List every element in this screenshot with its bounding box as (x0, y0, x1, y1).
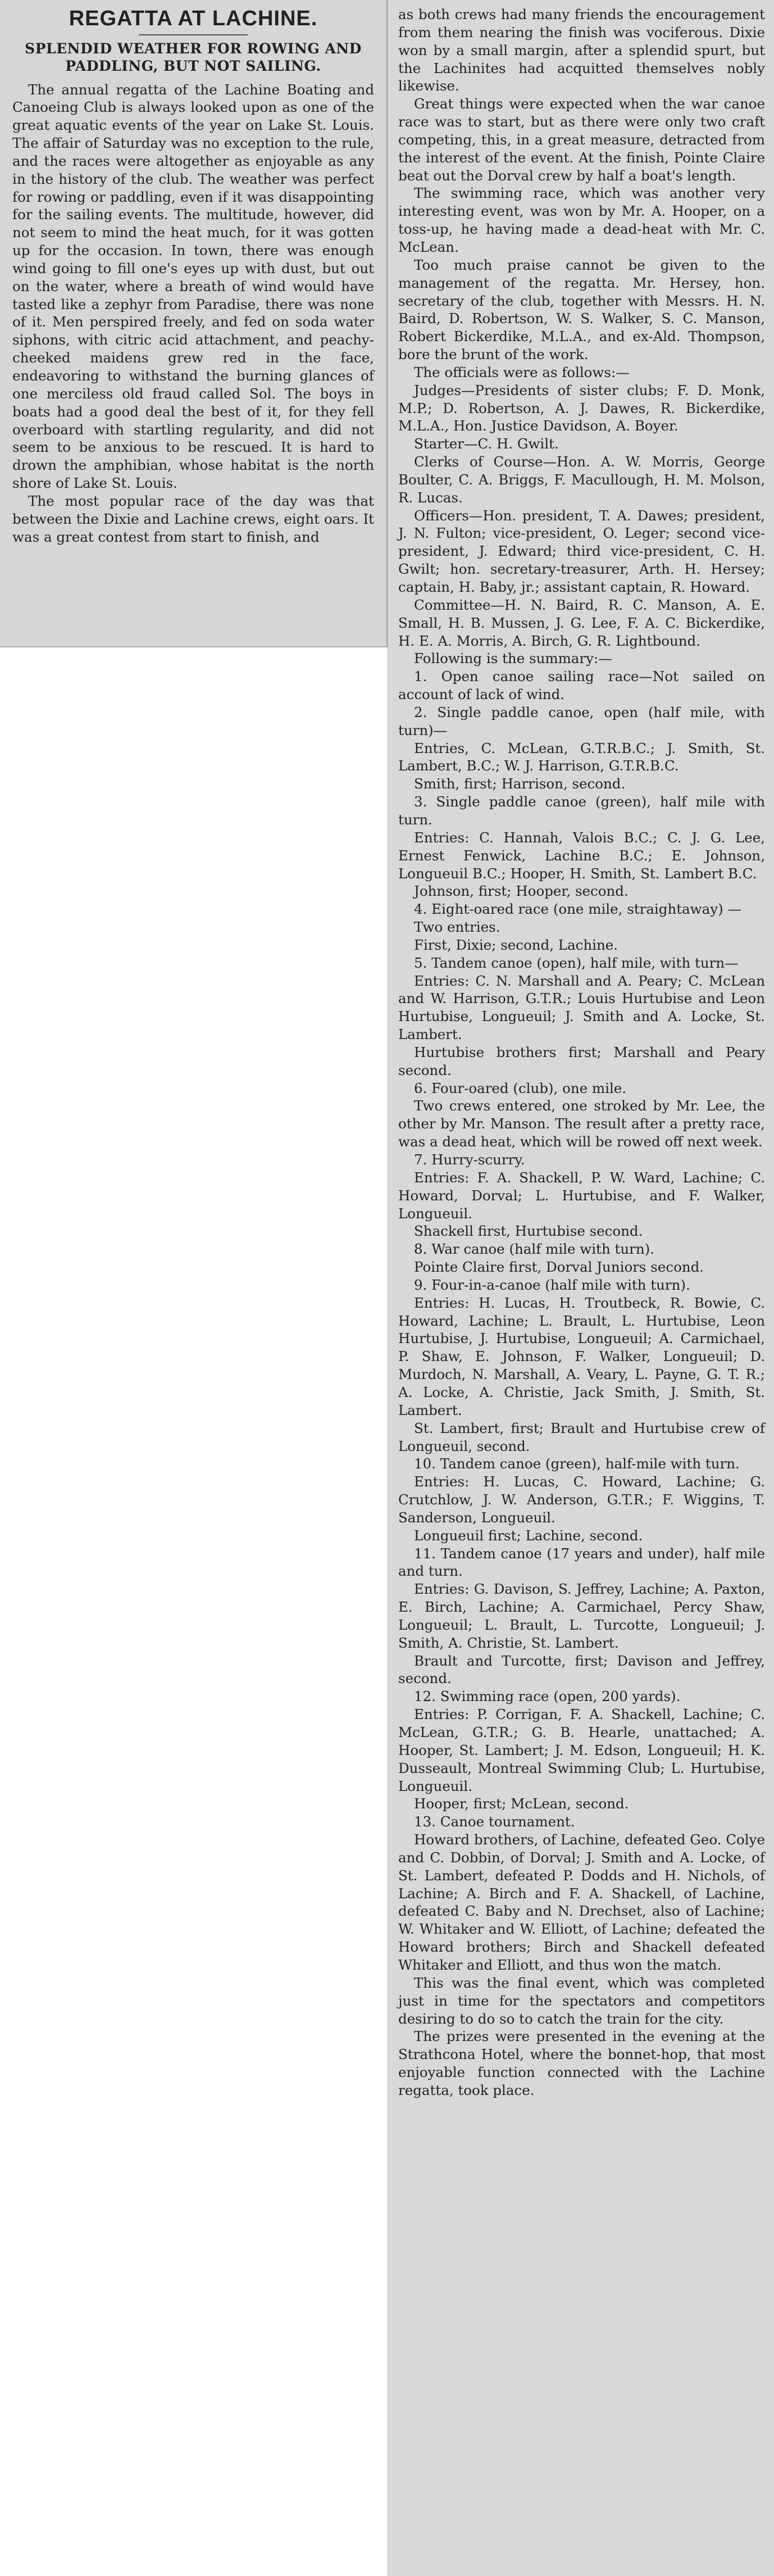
article-paragraph: Entries: C. Hannah, Valois B.C.; C. J. G. Lee, Ernest Fenwick, Lachine B.C.; E. Johnson, Longueuil B.C.; Hooper, H. Smith, St. Lambert B.C. (398, 829, 765, 882)
article-column-right (388, 0, 774, 2576)
article-paragraph: as both crews had many friends the encouragement from them nearing the finish was vociferous. Dixie won by a small margin, after a splendid spurt, but the Lachinites had acquitted themselves nobly likewise. (398, 6, 765, 94)
article-subhead: SPLENDID WEATHER FOR ROWING AND PADDLING, BUT NOT SAILING. (25, 40, 362, 75)
article-paragraph: The swimming race, which was another very interesting event, was won by Mr. A. Hooper, on a toss-up, he having made a dead-heat with Mr. C. McLean. (398, 185, 765, 255)
article-paragraph: Entries: P. Corrigan, F. A. Shackell, Lachine; C. McLean, G.T.R.; G. B. Hearle, unattached; A. Hooper, St. Lambert; J. M. Edson, Longueuil; H. K. Dusseault, Montreal Swimming Club; L. Hurtubise, Longueuil. (398, 1706, 765, 1794)
article-paragraph: 12. Swimming race (open, 200 yards). (414, 1688, 681, 1705)
article-paragraph: The most popular race of the day was that between the Dixie and Lachine crews, eight oars. It was a great contest from start to finish, and (12, 492, 374, 545)
article-paragraph: Officers—Hon. president, T. A. Dawes; president, J. N. Fulton; vice-president, O. Leger; second vice-president, J. Edward; third vice-president, C. H. Gwilt; hon. secretary-treasurer, Arth. H. Hersey; captain, H. Baby, jr.; assistant captain, R. Howard. (398, 507, 765, 595)
article-paragraph: Great things were expected when the war canoe race was to start, but as there were only two craft competing, this, in a great measure, detracted from the interest of the event. At the finish, Pointe Claire beat out the Dorval crew by half a boat's length. (398, 96, 765, 184)
article-paragraph: Two entries. (414, 919, 500, 936)
article-paragraph: 6. Four-oared (club), one mile. (414, 1080, 627, 1096)
article-column-left (0, 0, 388, 647)
article-paragraph: 5. Tandem canoe (open), half mile, with turn— (414, 954, 739, 971)
article-paragraph: 3. Single paddle canoe (green), half mile with turn. (398, 793, 765, 828)
article-paragraph: Entries, C. McLean, G.T.R.B.C.; J. Smith, St. Lambert, B.C.; W. J. Harrison, G.T.R.B.C. (398, 740, 765, 774)
article-paragraph: St. Lambert, first; Brault and Hurtubise crew of Longueuil, second. (398, 1419, 765, 1454)
article-paragraph: Judges—Presidents of sister clubs; F. D. Monk, M.P.; D. Robertson, A. J. Dawes, R. Bickerdike, M.L.A., Hon. Justice Davidson, A. Boyer. (398, 382, 765, 434)
article-paragraph: Committee—H. N. Baird, R. C. Manson, A. E. Small, H. B. Mussen, J. G. Lee, F. A. C. Bickerdike, H. E. A. Morris, A. Birch, G. R. Lightbound. (398, 596, 765, 649)
article-paragraph: Entries: F. A. Shackell, P. W. Ward, Lachine; C. Howard, Dorval; L. Hurtubise, and F. Walker, Longueuil. (398, 1169, 765, 1222)
article-paragraph: 7. Hurry-scurry. (414, 1151, 525, 1168)
article-paragraph: Howard brothers, of Lachine, defeated Geo. Colye and C. Dobbin, of Dorval; J. Smith and A. Locke, of St. Lambert, defeated P. Dodds and H. Nichols, of Lachine; A. Birch and F. A. Shackell, of Lachine, defeated C. Baby and N. Drechset, also of Lachine; W. Whitaker and W. Elliott, of Lachine; defeated the Howard brothers; Birch and Shackell defeated Whitaker and Elliott, and thus won the match. (398, 1831, 765, 1973)
article-paragraph: Starter—C. H. Gwilt. (414, 436, 559, 452)
article-paragraph: Following is the summary:— (414, 650, 612, 667)
article-paragraph: 1. Open canoe sailing race—Not sailed on account of lack of wind. (398, 668, 765, 703)
article-paragraph: The officials were as follows:— (414, 364, 630, 380)
article-paragraph: 13. Canoe tournament. (414, 1813, 575, 1830)
article-paragraph: First, Dixie; second, Lachine. (414, 936, 618, 953)
article-paragraph: Brault and Turcotte, first; Davison and Jeffrey, second. (398, 1652, 765, 1687)
article-paragraph: 2. Single paddle canoe, open (half mile, with turn)— (398, 704, 765, 738)
article-paragraph: Pointe Claire first, Dorval Juniors second. (414, 1259, 704, 1276)
article-paragraph: Entries: H. Lucas, C. Howard, Lachine; G. Crutchlow, J. W. Anderson, G.T.R.; F. Wiggins, T. Sanderson, Longueuil. (398, 1473, 765, 1526)
article-paragraph: The prizes were presented in the evening at the Strathcona Hotel, where the bonnet-hop, that most enjoyable function connected with the Lachine regatta, took place. (398, 2028, 765, 2098)
article-paragraph: Two crews entered, one stroked by Mr. Lee, the other by Mr. Manson. The result after a pretty race, was a dead heat, which will be rowed off next week. (398, 1097, 765, 1150)
article-paragraph: Shackell first, Hurtubise second. (414, 1223, 643, 1240)
article-paragraph: 9. Four-in-a-canoe (half mile with turn). (414, 1276, 690, 1293)
article-paragraph: Smith, first; Harrison, second. (414, 775, 626, 792)
article-paragraph: 10. Tandem canoe (green), half-mile with turn. (414, 1455, 740, 1472)
headline-rule (139, 34, 247, 35)
article-paragraph: 11. Tandem canoe (17 years and under), half mile and turn. (398, 1545, 765, 1580)
article-paragraph: This was the final event, which was completed just in time for the spectators and competitors desiring to do so to catch the train for the city. (398, 1974, 765, 2027)
article-paragraph: Johnson, first; Hooper, second. (414, 883, 629, 900)
article-paragraph: 4. Eight-oared race (one mile, straightaway) — (414, 901, 741, 918)
article-paragraph: Longueuil first; Lachine, second. (414, 1527, 643, 1544)
article-headline: REGATTA AT LACHINE. (69, 7, 318, 30)
article-paragraph: Entries: G. Davison, S. Jeffrey, Lachine; A. Paxton, E. Birch, Lachine; A. Carmichael, Percy Shaw, Longueuil; L. Brault, L. Turcotte, Longueuil; J. Smith, A. Christie, St. Lambert. (398, 1581, 765, 1651)
article-paragraph: Hurtubise brothers first; Marshall and Peary second. (398, 1044, 765, 1078)
article-paragraph: 8. War canoe (half mile with turn). (414, 1241, 654, 1258)
article-paragraph: Too much praise cannot be given to the management of the regatta. Mr. Hersey, hon. secretary of the club, together with Messrs. H. N. Baird, D. Robertson, W. S. Walker, S. C. Manson, Robert Bickerdike, M.L.A., and ex-Ald. Thompson, bore the brunt of the work. (398, 256, 765, 363)
article-paragraph: Clerks of Course—Hon. A. W. Morris, George Boulter, C. A. Briggs, F. Macullough, H. M. Molson, R. Lucas. (398, 453, 765, 506)
article-paragraph: Hooper, first; McLean, second. (414, 1795, 629, 1812)
article-paragraph: The annual regatta of the Lachine Boating and Canoeing Club is always looked upon as one of the great aquatic events of the year on Lake St. Louis. The affair of Saturday was no exception to the rule, and the races were altogether as enjoyable as any in the history of the club. The weather was perfect for rowing or paddling, even if it was disappointing for the sailing events. The multitude, however, did not seem to mind the heat much, for it was gotten up for the occasion. In town, there was enough wind going to fill one's eyes up with dust, but out on the water, where a breath of wind would have tasted like a zephyr from Paradise, there was none of it. Men perspired freely, and fed on soda water siphons, with citric acid attachment, and peachy-cheeked maidens grew red in the face, endeavoring to withstand the burning glances of one merciless old fraud called Sol. The boys in boats had a good deal the best of it, for they fell overboard with startling regularity, and did not seem to be anxious to be rescued. It is hard to drown the amphibian, whose habitat is the north shore of Lake St. Louis. (12, 81, 374, 492)
article-paragraph: Entries: H. Lucas, H. Troutbeck, R. Bowie, C. Howard, Lachine; L. Brault, L. Hurtubise, Leon Hurtubise, J. Hurtubise, Longueuil; A. Carmichael, P. Shaw, E. Johnson, F. Walker, Longueuil; D. Murdoch, N. Marshall, A. Veary, L. Payne, G. T. R.; A. Locke, A. Christie, Jack Smith, J. Smith, St. Lambert. (398, 1294, 765, 1418)
article-paragraph: Entries: C. N. Marshall and A. Peary; C. McLean and W. Harrison, G.T.R.; Louis Hurtubise and Leon Hurtubise, Longueuil; J. Smith and A. Locke, St. Lambert. (398, 972, 765, 1043)
